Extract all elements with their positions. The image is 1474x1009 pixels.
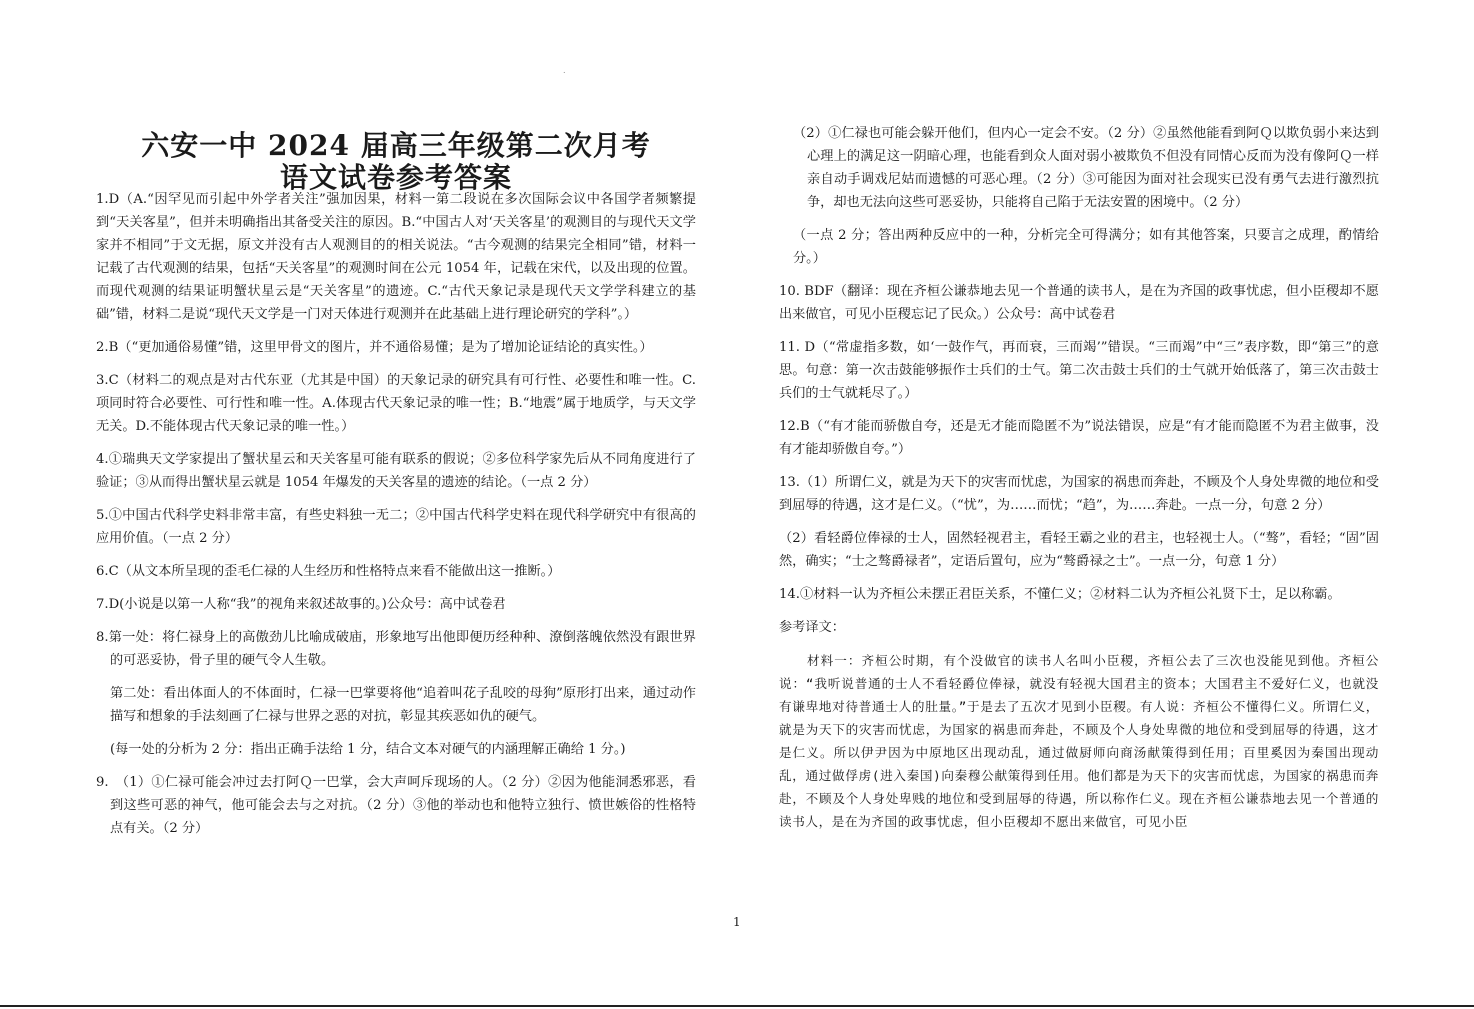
answer-4: 4.①瑞典天文学家提出了蟹状星云和天关客星可能有联系的假说；②多位科学家先后从不同角度进行了验证；③从而得出蟹状星云就是 1054 年爆发的天关客星的遗迹的结论。（一点 2 分） xyxy=(96,452,696,490)
bottom-rule xyxy=(0,1005,1474,1007)
answer-11: 11. D（“常虚指多数，如‘一鼓作气，再而衰，三而竭’”错误。“三而竭”中“三”表序数，即“第三”的意思。句意：第一次击鼓能够振作士兵们的士气。第二次击鼓士兵们的士气就开始低落了，第三次击鼓士兵们的士气就耗尽了。） xyxy=(779,340,1379,401)
answer-9-scoring: （一点 2 分；答出两种反应中的一种，分析完全可得满分；如有其他答案，只要言之成理，酌情给分。） xyxy=(793,228,1379,266)
answer-6: 6.C（从文本所呈现的歪毛仁禄的人生经历和性格特点来看不能做出这一推断。） xyxy=(96,564,561,579)
answer-10: 10. BDF（翻译：现在齐桓公谦恭地去见一个普通的读书人，是在为齐国的政事忧虑，但小臣稷却不愿出来做官，可见小臣稷忘记了民众。）公众号：高中试卷君 xyxy=(779,284,1379,322)
answer-8-scoring: (每一处的分析为 2 分：指出正确手法给 1 分，结合文本对硬气的内涵理解正确给 1 分。) xyxy=(110,742,626,757)
answer-1: 1.D（A.“因罕见而引起中外学者关注”强加因果，材料一第二段说在多次国际会议中各国学者频繁提到“天关客星”，但并未明确指出其备受关注的原因。B.“中国古人对‘天关客星’的观测目的与现代天文学家并不相同”于文无据，原文并没有古人观测目的的相关说法。“古今观测的结果完全相同”错，材料一记载了古代观测的结果，包括“天关客星”的观测时间在公元 1054 年，记载在宋代，以及出现的位置。而现代观测的结果证明蟹状星云是“天关客星”的遗迹。C.“古代天象记录是现代天文学学科建立的基础”错，材料二是说“现代天文学是一门对天体进行观测并在此基础上进行理论研究的学科”。） xyxy=(96,192,696,322)
answer-14: 14.①材料一认为齐桓公未摆正君臣关系，不懂仁义；②材料二认为齐桓公礼贤下士，足以称霸。 xyxy=(779,587,1341,602)
answer-8-part-2: 第二处：看出体面人的不体面时，仁禄一巴掌要将他“追着叫花子乱咬的母狗”原形打出来，通过动作描写和想象的手法刻画了仁禄与世界之恶的对抗，彰显其疾恶如仇的硬气。 xyxy=(110,686,696,724)
answer-2: 2.B（“更加通俗易懂”错，这里甲骨文的图片，并不通俗易懂；是为了增加论证结论的真实性。） xyxy=(96,340,653,355)
reference-translation-label: 参考译文： xyxy=(779,620,845,635)
left-column xyxy=(96,188,696,850)
reference-translation-text: 材料一：齐桓公时期，有个没做官的读书人名叫小臣稷，齐桓公去了三次也没能见到他。齐桓公说：“我听说普通的士人不看轻爵位俸禄，就没有轻视大国君主的资本；大国君主不爱好仁义，也就没有谦卑地对待普通士人的肚量。”于是去了五次才见到小臣稷。有人说：齐桓公不懂得仁义。所谓仁义，就是为天下的灾害而忧虑，为国家的祸患而奔赴，不顾及个人身处卑微的地位和受到屈辱的待遇，这才是仁义。所以伊尹因为中原地区出现动乱，通过做厨师向商汤献策得到任用；百里奚因为秦国出现动乱，通过做俘虏(进入秦国)向秦穆公献策得到任用。他们都是为天下的灾害而忧虑，为国家的祸患而奔赴，不顾及个人身处卑贱的地位和受到屈辱的待遇，所以称作仁义。现在齐桓公谦恭地去见一个普通的读书人，是在为齐国的政事忧虑，但小臣稷却不愿出来做官，可见小臣 xyxy=(779,653,1379,829)
answer-8-part-1: 8.第一处：将仁禄身上的高傲劲儿比喻成破庙，形象地写出他即便历经种种、潦倒落魄依然没有跟世界的可恶妥协，骨子里的硬气令人生敬。 xyxy=(96,630,696,668)
answer-12: 12.B（“有才能而骄傲自夸，还是无才能而隐匿不为”说法错误，应是“有才能而隐匿不为君主做事，没有才能却骄傲自夸。”） xyxy=(779,419,1379,457)
answer-13-part-2: （2）看轻爵位俸禄的士人，固然轻视君主，看轻王霸之业的君主，也轻视士人。（“骜”，看轻；“固”固然，确实；“士之骜爵禄者”，定语后置句，应为“骜爵禄之士”。一点一分，句意 1 分） xyxy=(779,531,1379,569)
answer-13-part-1: 13.（1）所谓仁义，就是为天下的灾害而忧虑，为国家的祸患而奔赴，不顾及个人身处卑微的地位和受到屈辱的待遇，这才是仁义。（“忧”，为……而忧；“趋”，为……奔赴。一点一分，句意 2 分） xyxy=(779,475,1379,513)
right-column xyxy=(779,122,1379,843)
page-number: 1 xyxy=(733,915,741,929)
answer-9-part-1: 9. （1）①仁禄可能会冲过去打阿Ｑ一巴掌，会大声呵斥现场的人。（2 分）②因为他能洞悉邪恶，看到这些可恶的神气，他可能会去与之对抗。（2 分）③他的举动也和他特立独行、愤世嫉俗的性格特点有关。（2 分） xyxy=(96,775,696,836)
answer-3: 3.C（材料二的观点是对古代东亚（尤其是中国）的天象记录的研究具有可行性、必要性和唯一性。C.项同时符合必要性、可行性和唯一性。A.体现古代天象记录的唯一性；B.“地震”属于地质学，与天文学无关。D.不能体现古代天象记录的唯一性。） xyxy=(96,373,696,434)
answer-5: 5.①中国古代科学史料非常丰富，有些史料独一无二；②中国古代科学史料在现代科学研究中有很高的应用价值。（一点 2 分） xyxy=(96,508,696,546)
answer-9-part-2: （2）①仁禄也可能会躲开他们，但内心一定会不安。（2 分）②虽然他能看到阿Ｑ以欺负弱小来达到心理上的满足这一阴暗心理，也能看到众人面对弱小被欺负不但没有同情心反而为没有像阿Ｑ一样亲自动手调戏尼姑而遗憾的可恶心理。（2 分）③可能因为面对社会现实已没有勇气去进行激烈抗争，却也无法向这些可恶妥协，只能将自己陷于无法安置的困境中。（2 分） xyxy=(793,126,1379,210)
document-title: 六安一中 2024 届高三年级第二次月考 xyxy=(141,129,651,162)
top-dot-mark: . xyxy=(563,66,566,75)
answer-7: 7.D(小说是以第一人称“我”的视角来叙述故事的。)公众号：高中试卷君 xyxy=(96,597,506,612)
document-subtitle: 语文试卷参考答案 xyxy=(279,161,512,194)
